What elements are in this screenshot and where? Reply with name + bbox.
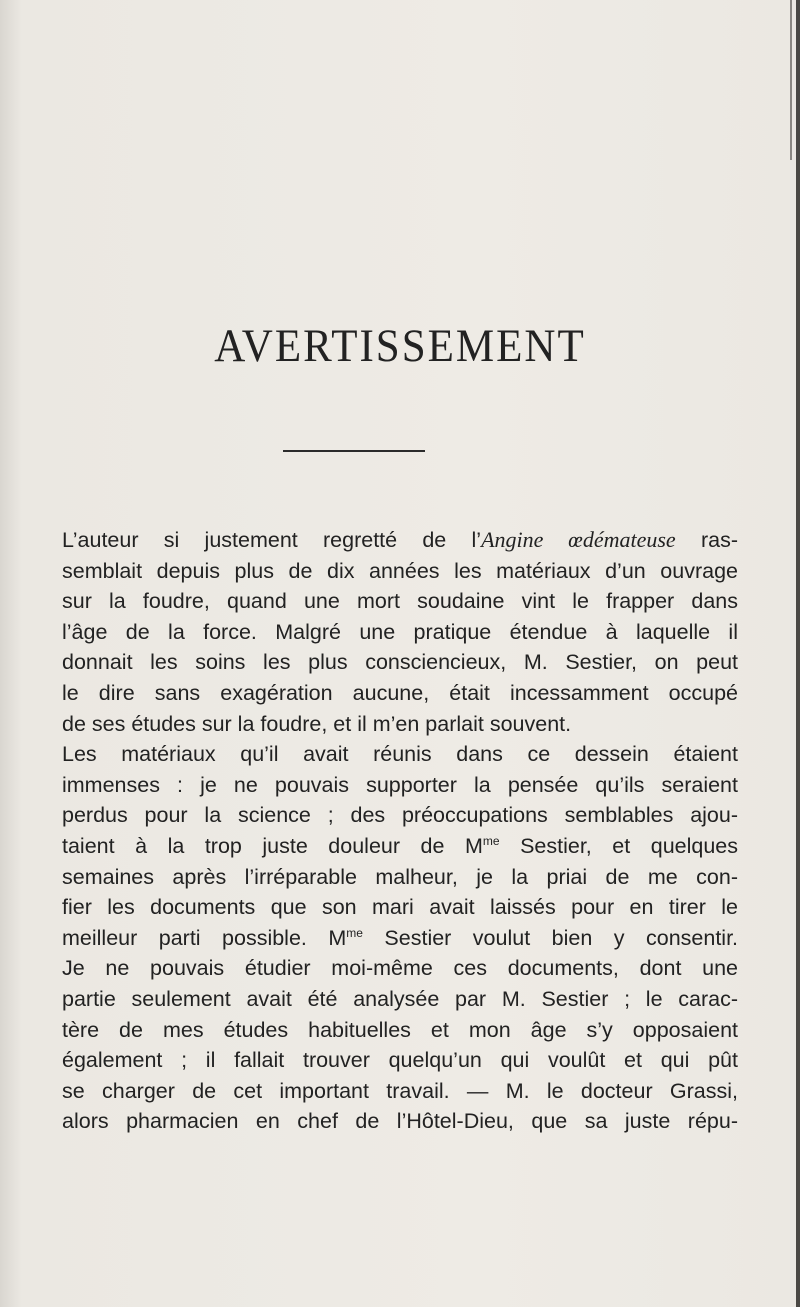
body-text <box>62 525 738 1137</box>
page-edge-shadow <box>790 0 792 160</box>
text-span: de ses études sur la foudre, et il m’en parlait souvent. <box>62 711 572 736</box>
text-line-11 <box>62 831 738 862</box>
text-span: ras- <box>675 528 738 552</box>
text-line-9: immenses : je ne pouvais supporter la pensée qu’ils seraient <box>62 772 738 797</box>
text-span: Sestier voulut bien y consentir. <box>362 925 739 950</box>
text-line-16: partie seulement avait été analysée par M. Sestier ; le carac- <box>62 986 738 1011</box>
text-line-8 <box>62 739 738 770</box>
italic-title: Angine œdémateuse <box>481 527 676 552</box>
text-line-10: perdus pour la science ; des préoccupations semblables ajou- <box>62 803 738 828</box>
text-line-3: sur la foudre, quand une mort soudaine vint le frapper dans <box>62 589 738 614</box>
text-line-14 <box>62 923 738 954</box>
text-line-5: donnait les soins les plus consciencieux, M. Sestier, on peut <box>62 650 738 675</box>
superscript: me <box>482 833 500 848</box>
text-line-2: semblait depuis plus de dix années les matériaux d’un ouvrage <box>62 558 738 583</box>
text-span: meilleur parti possible. M <box>62 925 347 950</box>
text-span: taient à la trop juste douleur de M <box>62 833 483 858</box>
text-line-1 <box>62 525 738 556</box>
text-span: Sestier, et quelques <box>499 833 739 858</box>
text-line-18: également ; il fallait trouver quelqu’un qui voulût et qui pût <box>62 1048 738 1073</box>
text-span: Les matériaux qu’il avait réunis dans ce dessein étaient <box>62 742 738 767</box>
text-line-17: tère de mes études habituelles et mon âge s’y opposaient <box>62 1017 738 1042</box>
text-line-13: fier les documents que son mari avait laissés pour en tirer le <box>62 895 738 920</box>
page-edge <box>796 0 800 1307</box>
text-line-4: l’âge de la force. Malgré une pratique étendue à laquelle il <box>62 619 738 644</box>
text-line-12: semaines après l’irréparable malheur, je la priai de me con- <box>62 864 738 889</box>
text-line-19: se charger de cet important travail. — M. le docteur Grassi, <box>62 1078 738 1103</box>
title-rule <box>283 450 425 452</box>
text-line-20: alors pharmacien en chef de l’Hôtel-Dieu, que sa juste répu- <box>62 1109 738 1134</box>
superscript: me <box>346 925 363 940</box>
text-line-7 <box>62 709 738 740</box>
text-line-15: Je ne pouvais étudier moi-même ces documents, dont une <box>62 956 738 981</box>
text-span: L’auteur si justement regretté de l’ <box>62 528 482 552</box>
page-title: AVERTISSEMENT <box>214 321 586 372</box>
text-line-6: le dire sans exagération aucune, était incessamment occupé <box>62 680 738 705</box>
